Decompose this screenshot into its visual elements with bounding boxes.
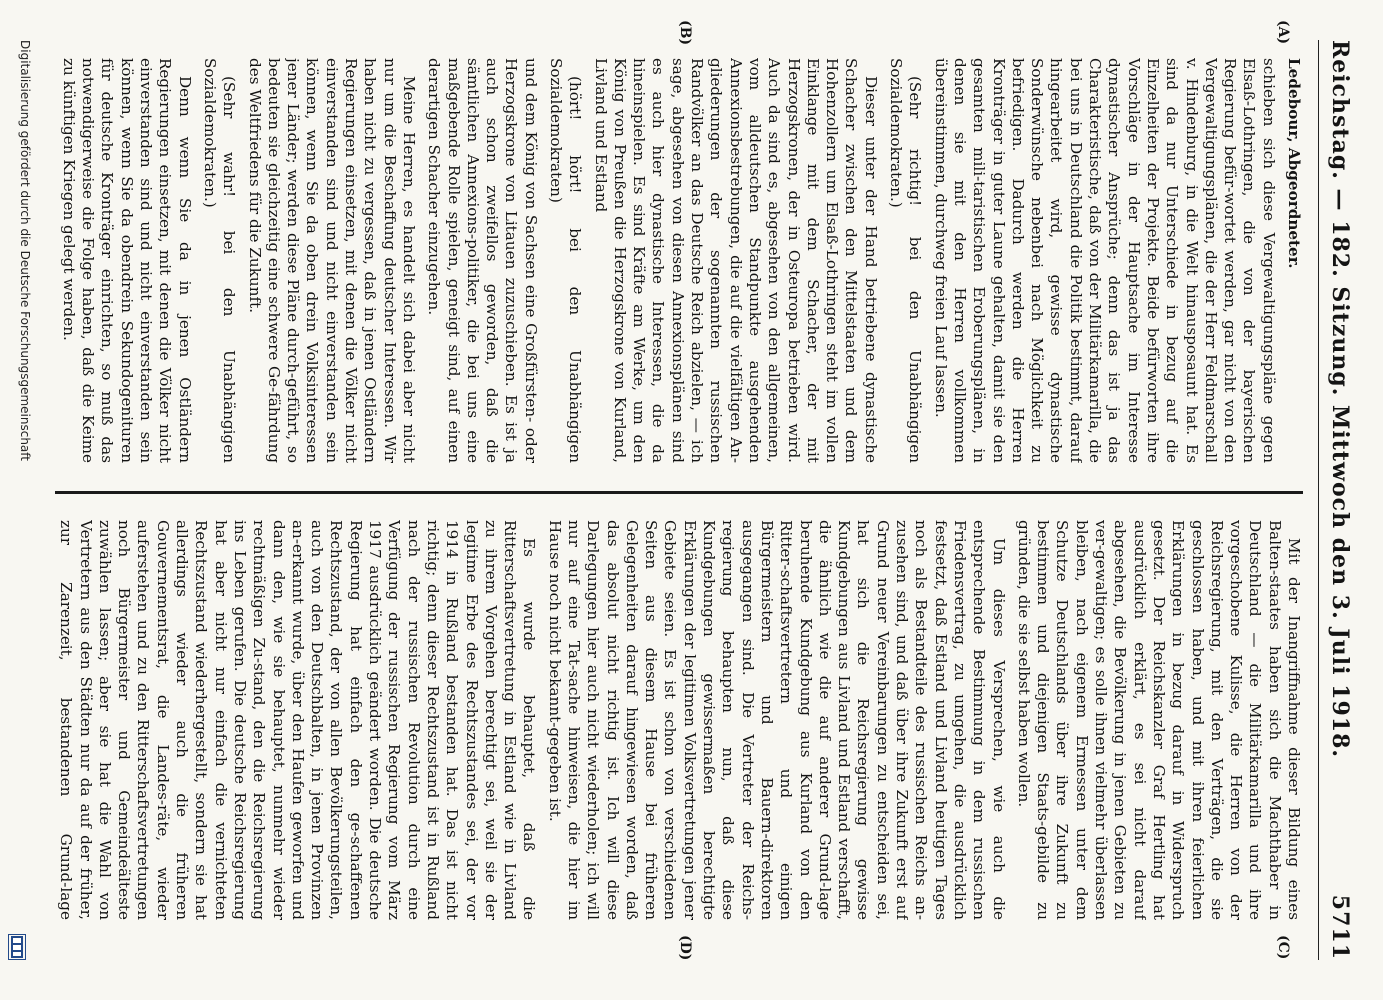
interjection: (Sehr wahr! bei den Unabhängigen Sozialdemokraten.): [200, 58, 239, 463]
interjection: (hört! hört! bei den Unabhängigen Sozialdemokraten): [547, 58, 585, 463]
margin-mark-a: (A): [1275, 20, 1291, 45]
digitization-credit: Digitalisierung gefördert durch die Deutsche Forschungsgemeinschaft: [18, 40, 32, 462]
margin-mark-c: (C): [1275, 935, 1291, 960]
paragraph: Um dieses Versprechen, wie auch die entsprechende Bestimmung in dem russischen Friedensvertrag, zu umgehen, die ausdrücklich festsetzt, daß Estland und Livland heutigen Tages noch als Bestandteile des russischen Reichs an-zusehen sind, und daß über ihre Zukunft erst auf Grund neuer Vereinbarungen zu entscheiden sei, hat sich die Reichsregierung gewisse Kundgebungen aus Livland und Estland verschafft, die ähnlich wie die auf anderer Grund-lage beruhende Kundgebung aus Kurland von den Ritter-schaftsvertretern und einigen Bürgermeistern und Bauern-direktoren ausgegangen sind. Die Vertreter der Reichs-regierung behaupten nun, daß diese Kundgebungen gewissermaßen berechtigte Erklärungen der legitimen Volksvertretungen jener Gebiete seien. Es ist schon von verschiedenen Seiten aus diesem Hause bei früheren Gelegenheiten darauf hingewiesen worden, daß das absolut nicht richtig ist. Ich will diese Darlegungen hier auch nicht wiederholen; ich will nur auf eine Tat-sache hinweisen, die hier im Hause noch nicht bekannt-gegeben ist.: [545, 520, 1008, 920]
dfg-logo: [8, 934, 26, 960]
margin-mark-b: (B): [677, 20, 693, 46]
interjection: (Sehr richtig! bei den Unabhängigen Sozialdemokraten.): [887, 58, 925, 463]
page-number: 5711: [1327, 894, 1353, 960]
paragraph: Es wurde behauptet, daß die Ritterschaftsvertretung in Estland wie in Livland zu ihrem Vorgehen berechtigt sei, weil sie der legitime Erbe des Rechtszustandes sei, der vor 1914 in Rußland bestanden hat. Das ist nicht richtig; denn dieser Rechtszustand ist in Rußland nach der russischen Revolution durch eine Verfügung der russischen Regierung vom März 1917 ausdrücklich geändert worden. Die deutsche Regierung hat einfach den ge-schaffenen Rechtszustand, der von allen Bevölkerungsteilen, auch von den Deutschbalten, in jenen Provinzen an-erkannt wurde, über den Haufen geworfen und dann den, wie sie behauptet, nunmehr wieder rechtmäßigen Zu-stand, den die Reichsregierung ins Leben gerufen. Die deutsche Reichsregierung hat aber nicht nur einfach die vernichteten Rechtszustand wiederhergestellt, sondern sie hat allerdings wieder auch die früheren Gouvernementsrat, die Landes-räte, wieder auferstehen und zu den Ritterschaftsvertretungen noch Bürgermeister und Gemeindeälteste zuwählen lassen; aber sie hat die Wahl von Vertretern aus den Städten nur da auf der früher, zur Zarenzeit, bestandenen Grund-lage: [57, 520, 539, 920]
page-header-title: Reichstag. — 182. Sitzung. Mittwoch den 3. Juli 1918.: [1327, 40, 1353, 759]
page-header: [1318, 40, 1363, 960]
dfg-logo-icon: [11, 936, 23, 958]
paragraph: und dem König von Sachsen eine Großfürsten- oder Herzogskrone von Litauen zuzuschieben. Es ist ja auch schon zweifellos geworden, daß die sämtlichen Annexions-politiker, die bei uns eine maßgebende Rolle spielen, geneigt sind, auf einen derartigen Schacher einzugehen.: [425, 58, 540, 463]
margin-mark-d: (D): [677, 935, 693, 961]
paragraph: schieben sich diese Vergewaltigungspläne gegen Elsaß-Lothringen, die von der bayerischen Regierung befür-wortet werden, gar nicht von den Vergewaltigungsplänen, die der Herr Feldmarschall v. Hindenburg, in die Welt hinausposaunt hat. Es sind da nur Unterschiede in bezug auf die Einzelheiten der Projekte. Beide befürworten ihre Vorschläge in der Hauptsache im Interesse dynastischer Ansprüche; denn das ist ja das Charakteristische, daß von der Militärkamarilla, die bei uns in Deutschland die Politik bestimmt, darauf hingearbeitet wird, gewisse dynastische Sonderwünsche nebenbei nach Möglichkeit zu befriedigen. Dadurch werden die Herren Kronträger in guter Laune gehalten, damit sie den gesamten mili-taristischen Eroberungsplänen, in denen sie mit den Herren vollkommen übereinstimmen, durchweg freien Lauf lassen.: [931, 58, 1278, 463]
paragraph: Meine Herren, es handelt sich dabei aber nicht nur um die Beschaffung deutscher Interessen. Wir haben nicht zu vergessen, daß in jenen Ostländern Regierungen einsetzen, mit denen die Völker nicht einverstanden sind und nicht einverstanden sein können, wenn Sie da oben drein Volksinteressen jener Länder; werden diese Pläne durch-geführt, so bedeuten sie gleichzeitig eine schwere Ge-fährdung des Weltfriedens für die Zukunft.: [245, 58, 418, 463]
paragraph: Dieser unter der Hand betriebene dynastische Schacher zwischen den Mittelstaaten und dem Hohenzollern um Elsaß-Lothringen steht im vollen Einklange mit dem Schacher, der mit Herzogskronen, der in Osteuropa betrieben wird. Auch da sind es, abgesehen von den allgemeinen, vom alldeutschen Standpunkte ausgehenden Annexionsbestrebungen, die auf die vielfältigen An-gliederungen der sogenannten russischen Randvölker an das Deutsche Reich abzielen, — ich sage, abgesehen von diesen Annexionsplänen sind es auch hier dynastische Interessen, die da hineinspielen. Es sind Kräfte am Werke, um den König von Preußen die Herzogskrone von Kurland, Livland und Estland: [591, 58, 880, 463]
speaker-name: Ledebour, Abgeordneter.: [1285, 58, 1303, 269]
page-footer: [8, 40, 32, 960]
paragraph: Mit der Inangriffnahme dieser Bildung eines Balten-staates haben sich die Machthaber in Deutschland — die Militärkamarilla und ihre vorgeschobene Kulisse, die Herren von der Reichsregierung, mit den Verträgen, die sie geschlossen haben, und mit ihren feierlichen Erklärungen in bezug darauf in Widerspruch gesetzt. Der Reichskanzler Graf Hertling hat ausdrücklich erklärt, es sei nicht darauf abgesehen, die Bevölkerung in jenen Gebieten zu ver-gewaltigen; es solle ihnen vielmehr überlassen bleiben, nach eigenem Ermessen unter dem Schutze Deutschlands über ihre Zukunft zu bestimmen und diejenigen Staats-gebilde zu gründen, die sie selbst haben wollen.: [1014, 520, 1303, 920]
left-text-column: [55, 58, 1303, 463]
paragraph: Denn wenn Sie da in jenen Ostländern Regierungen einsetzen, mit denen die Völker nicht einverstanden sind und nicht einverstanden sein können, wenn Sie da obendrein Sekundogenituren für deutsche Kronträger einrichten, so muß das notwendigerweise die Folge haben, daß die Keime zu künftigen Kriegen gelegt werden.: [59, 58, 194, 463]
column-divider: [55, 491, 1303, 494]
right-text-column: [55, 520, 1303, 920]
